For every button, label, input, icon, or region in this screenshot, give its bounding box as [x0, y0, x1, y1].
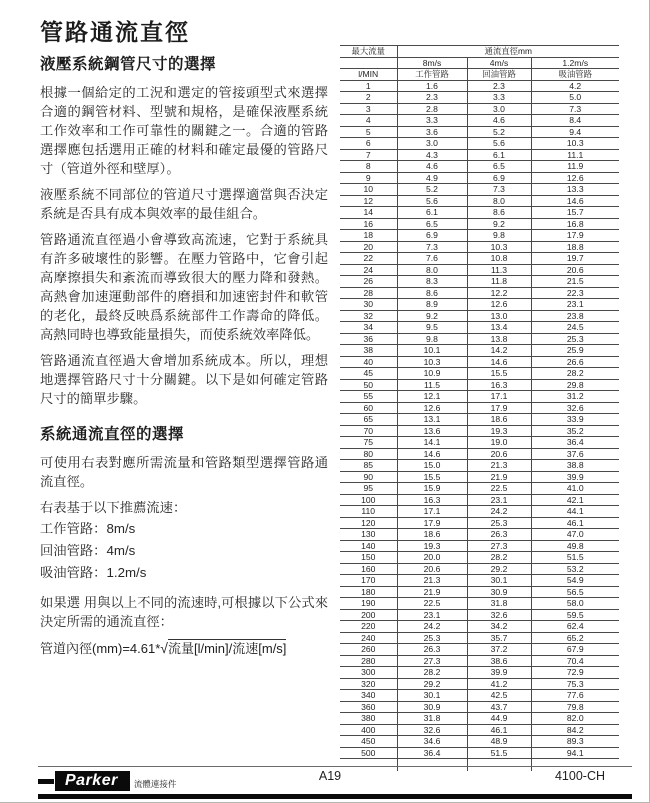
- logo-dash-icon: [38, 779, 54, 784]
- paragraph-too-small-diameter: 管路通流直徑過小會導致高流速，它對于系統具有許多破壞性的影響。在壓力管路中，它會引起高摩擦損失和紊流而導致很大的壓力降和發熱。高熱會加速運動部件的磨損和加速密封件和軟管的老化，最終反映爲系統部件工作壽命的降低。高熱同時也導致能量損失，而使系統效率降低。: [40, 232, 328, 342]
- page-number: A19: [318, 769, 342, 783]
- table-row: 320 29.2 41.2 75.3: [340, 678, 619, 690]
- table-row: 24 8.0 11.3 20.6: [340, 264, 619, 276]
- table-row: 40 10.3 14.6 26.6: [340, 356, 619, 368]
- table-row: 240 25.3 35.7 65.2: [340, 632, 619, 644]
- header-max-flow: 最大流量: [340, 46, 397, 58]
- table-row: 360 30.9 43.7 79.8: [340, 701, 619, 713]
- table-row: 120 17.9 25.3 46.1: [340, 517, 619, 529]
- table-row: 160 20.6 29.2 53.2: [340, 563, 619, 575]
- speed-return-line: 回油管路：4m/s: [40, 543, 136, 558]
- table-row: 280 27.3 38.6 70.4: [340, 655, 619, 667]
- table-row: 20 7.3 10.3 18.8: [340, 241, 619, 253]
- table-row: 26 8.3 11.8 21.5: [340, 276, 619, 288]
- speed-working-line: 工作管路：8m/s: [40, 521, 136, 536]
- table-row: 200 23.1 32.6 59.5: [340, 609, 619, 621]
- table-row: 5 3.6 5.2 9.4: [340, 126, 619, 138]
- table-row: 4 3.3 4.6 8.4: [340, 115, 619, 127]
- document-number: 4100-CH: [554, 769, 605, 783]
- table-row: 12 5.6 8.0 14.6: [340, 195, 619, 207]
- table-row: 60 12.6 17.9 32.6: [340, 402, 619, 414]
- bottom-bar: [38, 794, 632, 799]
- table-row: 8 4.6 6.5 11.9: [340, 161, 619, 173]
- table-row: 28 8.6 12.2 22.3: [340, 287, 619, 299]
- square-root-sign: √: [160, 640, 168, 656]
- table-row: 340 30.1 42.5 77.6: [340, 690, 619, 702]
- table-row: 170 21.3 30.1 54.9: [340, 575, 619, 587]
- table-row: 80 14.6 20.6 37.6: [340, 448, 619, 460]
- header-speed-8ms: 8m/s: [397, 57, 467, 69]
- table-row: 140 19.3 27.3 49.8: [340, 540, 619, 552]
- formula-prefix: 管道內徑(mm)=4.61*: [40, 641, 161, 656]
- table-row: 450 34.6 48.9 89.3: [340, 736, 619, 748]
- footer-divider: [38, 766, 632, 767]
- table-row: 45 10.9 15.5 28.2: [340, 368, 619, 380]
- logo-wordmark: Parker: [55, 771, 130, 791]
- table-row: 220 24.2 34.2 62.4: [340, 621, 619, 633]
- table-row: 10 5.2 7.3 13.3: [340, 184, 619, 196]
- header-speed-1-2ms: 1.2m/s: [531, 57, 619, 69]
- header-empty-cell: [340, 57, 397, 69]
- logo-subtitle: 流體連接件: [133, 779, 177, 789]
- table-row: 7 4.3 6.1 11.1: [340, 149, 619, 161]
- table-row: 38 10.1 14.2 25.9: [340, 345, 619, 357]
- table-row: 22 7.6 10.8 19.7: [340, 253, 619, 265]
- table-row: 110 17.1 24.2 44.1: [340, 506, 619, 518]
- header-flow-diameter-mm: 通流直徑mm: [397, 46, 619, 58]
- table-row: 75 14.1 19.0 36.4: [340, 437, 619, 449]
- table-row: 32 9.2 13.0 23.8: [340, 310, 619, 322]
- left-text-column: [40, 52, 328, 657]
- table-row: 190 22.5 31.8 58.0: [340, 598, 619, 610]
- paragraph-selection-criteria: 根據一個給定的工況和選定的管接頭型式來選擇合適的鋼管材料、型號和規格，是確保液壓系統工作效率和工作可靠性的關鍵之一。合適的管路選擇應包括選用正確的材料和確定最優的管路尺寸（管道外徑和壁厚）。: [40, 85, 328, 176]
- table-row: 2 2.3 3.3 5.0: [340, 92, 619, 104]
- formula-radicand: 流量[l/min]/流速[m/s]: [167, 641, 287, 656]
- table-body: [340, 80, 619, 771]
- header-working-line: 工作管路: [397, 69, 467, 81]
- speed-suction-line: 吸油管路：1.2m/s: [40, 565, 147, 580]
- table-row: 6 3.0 5.6 10.3: [340, 138, 619, 150]
- table-row: 14 6.1 8.6 15.7: [340, 207, 619, 219]
- flow-diameter-table: [340, 45, 619, 771]
- table-row: 50 11.5 16.3 29.8: [340, 379, 619, 391]
- table-row: 1 1.6 2.3 4.2: [340, 80, 619, 92]
- table-row: 400 32.6 46.1 84.2: [340, 724, 619, 736]
- table-row: 36 9.8 13.8 25.3: [340, 333, 619, 345]
- table-row: 380 31.8 44.9 82.0: [340, 713, 619, 725]
- header-return-line: 回油管路: [467, 69, 531, 81]
- table-row: 95 15.9 22.5 41.0: [340, 483, 619, 495]
- table-row: 90 15.5 21.9 39.9: [340, 471, 619, 483]
- section-heading-flow-diameter-selection: 系統通流直徑的選擇: [40, 426, 185, 443]
- header-unit-lmin: l/MIN: [340, 69, 397, 81]
- parker-logo: [38, 771, 176, 791]
- table-row: 65 13.1 18.6 33.9: [340, 414, 619, 426]
- table-row: 260 26.3 37.2 67.9: [340, 644, 619, 656]
- diameter-formula: [40, 638, 328, 657]
- table-row: 30 8.9 12.6 23.1: [340, 299, 619, 311]
- table-row: 500 36.4 51.5 94.1: [340, 747, 619, 759]
- section-heading-steel-tube-selection: 液壓系統鋼管尺寸的選擇: [40, 56, 217, 73]
- paragraph-formula-intro: 如果選 用與以上不同的流速時,可根據以下公式來決定所需的通流直徑：: [40, 595, 328, 629]
- table-row: 70 13.6 19.3 35.2: [340, 425, 619, 437]
- recommended-speed-note: 右表基于以下推薦流速：: [40, 500, 187, 515]
- table-row: 85 15.0 21.3 38.8: [340, 460, 619, 472]
- table-row: 150 20.0 28.2 51.5: [340, 552, 619, 564]
- header-speed-4ms: 4m/s: [467, 57, 531, 69]
- table-row: 180 21.9 30.9 56.5: [340, 586, 619, 598]
- table-row: 300 28.2 39.9 72.9: [340, 667, 619, 679]
- paragraph-use-table: 可使用右表對應所需流量和管路類型選擇管路通流直徑。: [40, 455, 328, 489]
- paragraph-cost-efficiency: 液壓系統不同部位的管道尺寸選擇適當與否決定系統是否具有成本與效率的最佳組合。: [40, 187, 328, 221]
- table-row: 55 12.1 17.1 31.2: [340, 391, 619, 403]
- table-row: 18 6.9 9.8 17.9: [340, 230, 619, 242]
- table-row: 100 16.3 23.1 42.1: [340, 494, 619, 506]
- table-row: 34 9.5 13.4 24.5: [340, 322, 619, 334]
- paragraph-too-large-diameter: 管路通流直徑過大會增加系統成本。所以，理想地選擇管路尺寸十分關鍵。以下是如何確定管路尺寸的簡單步驟。: [40, 353, 328, 406]
- table-row: 16 6.5 9.2 16.8: [340, 218, 619, 230]
- table-row: 9 4.9 6.9 12.6: [340, 172, 619, 184]
- header-suction-line: 吸油管路: [531, 69, 619, 81]
- page-title: 管路通流直徑: [40, 19, 190, 45]
- table-row: 130 18.6 26.3 47.0: [340, 529, 619, 541]
- table-row: 3 2.8 3.0 7.3: [340, 103, 619, 115]
